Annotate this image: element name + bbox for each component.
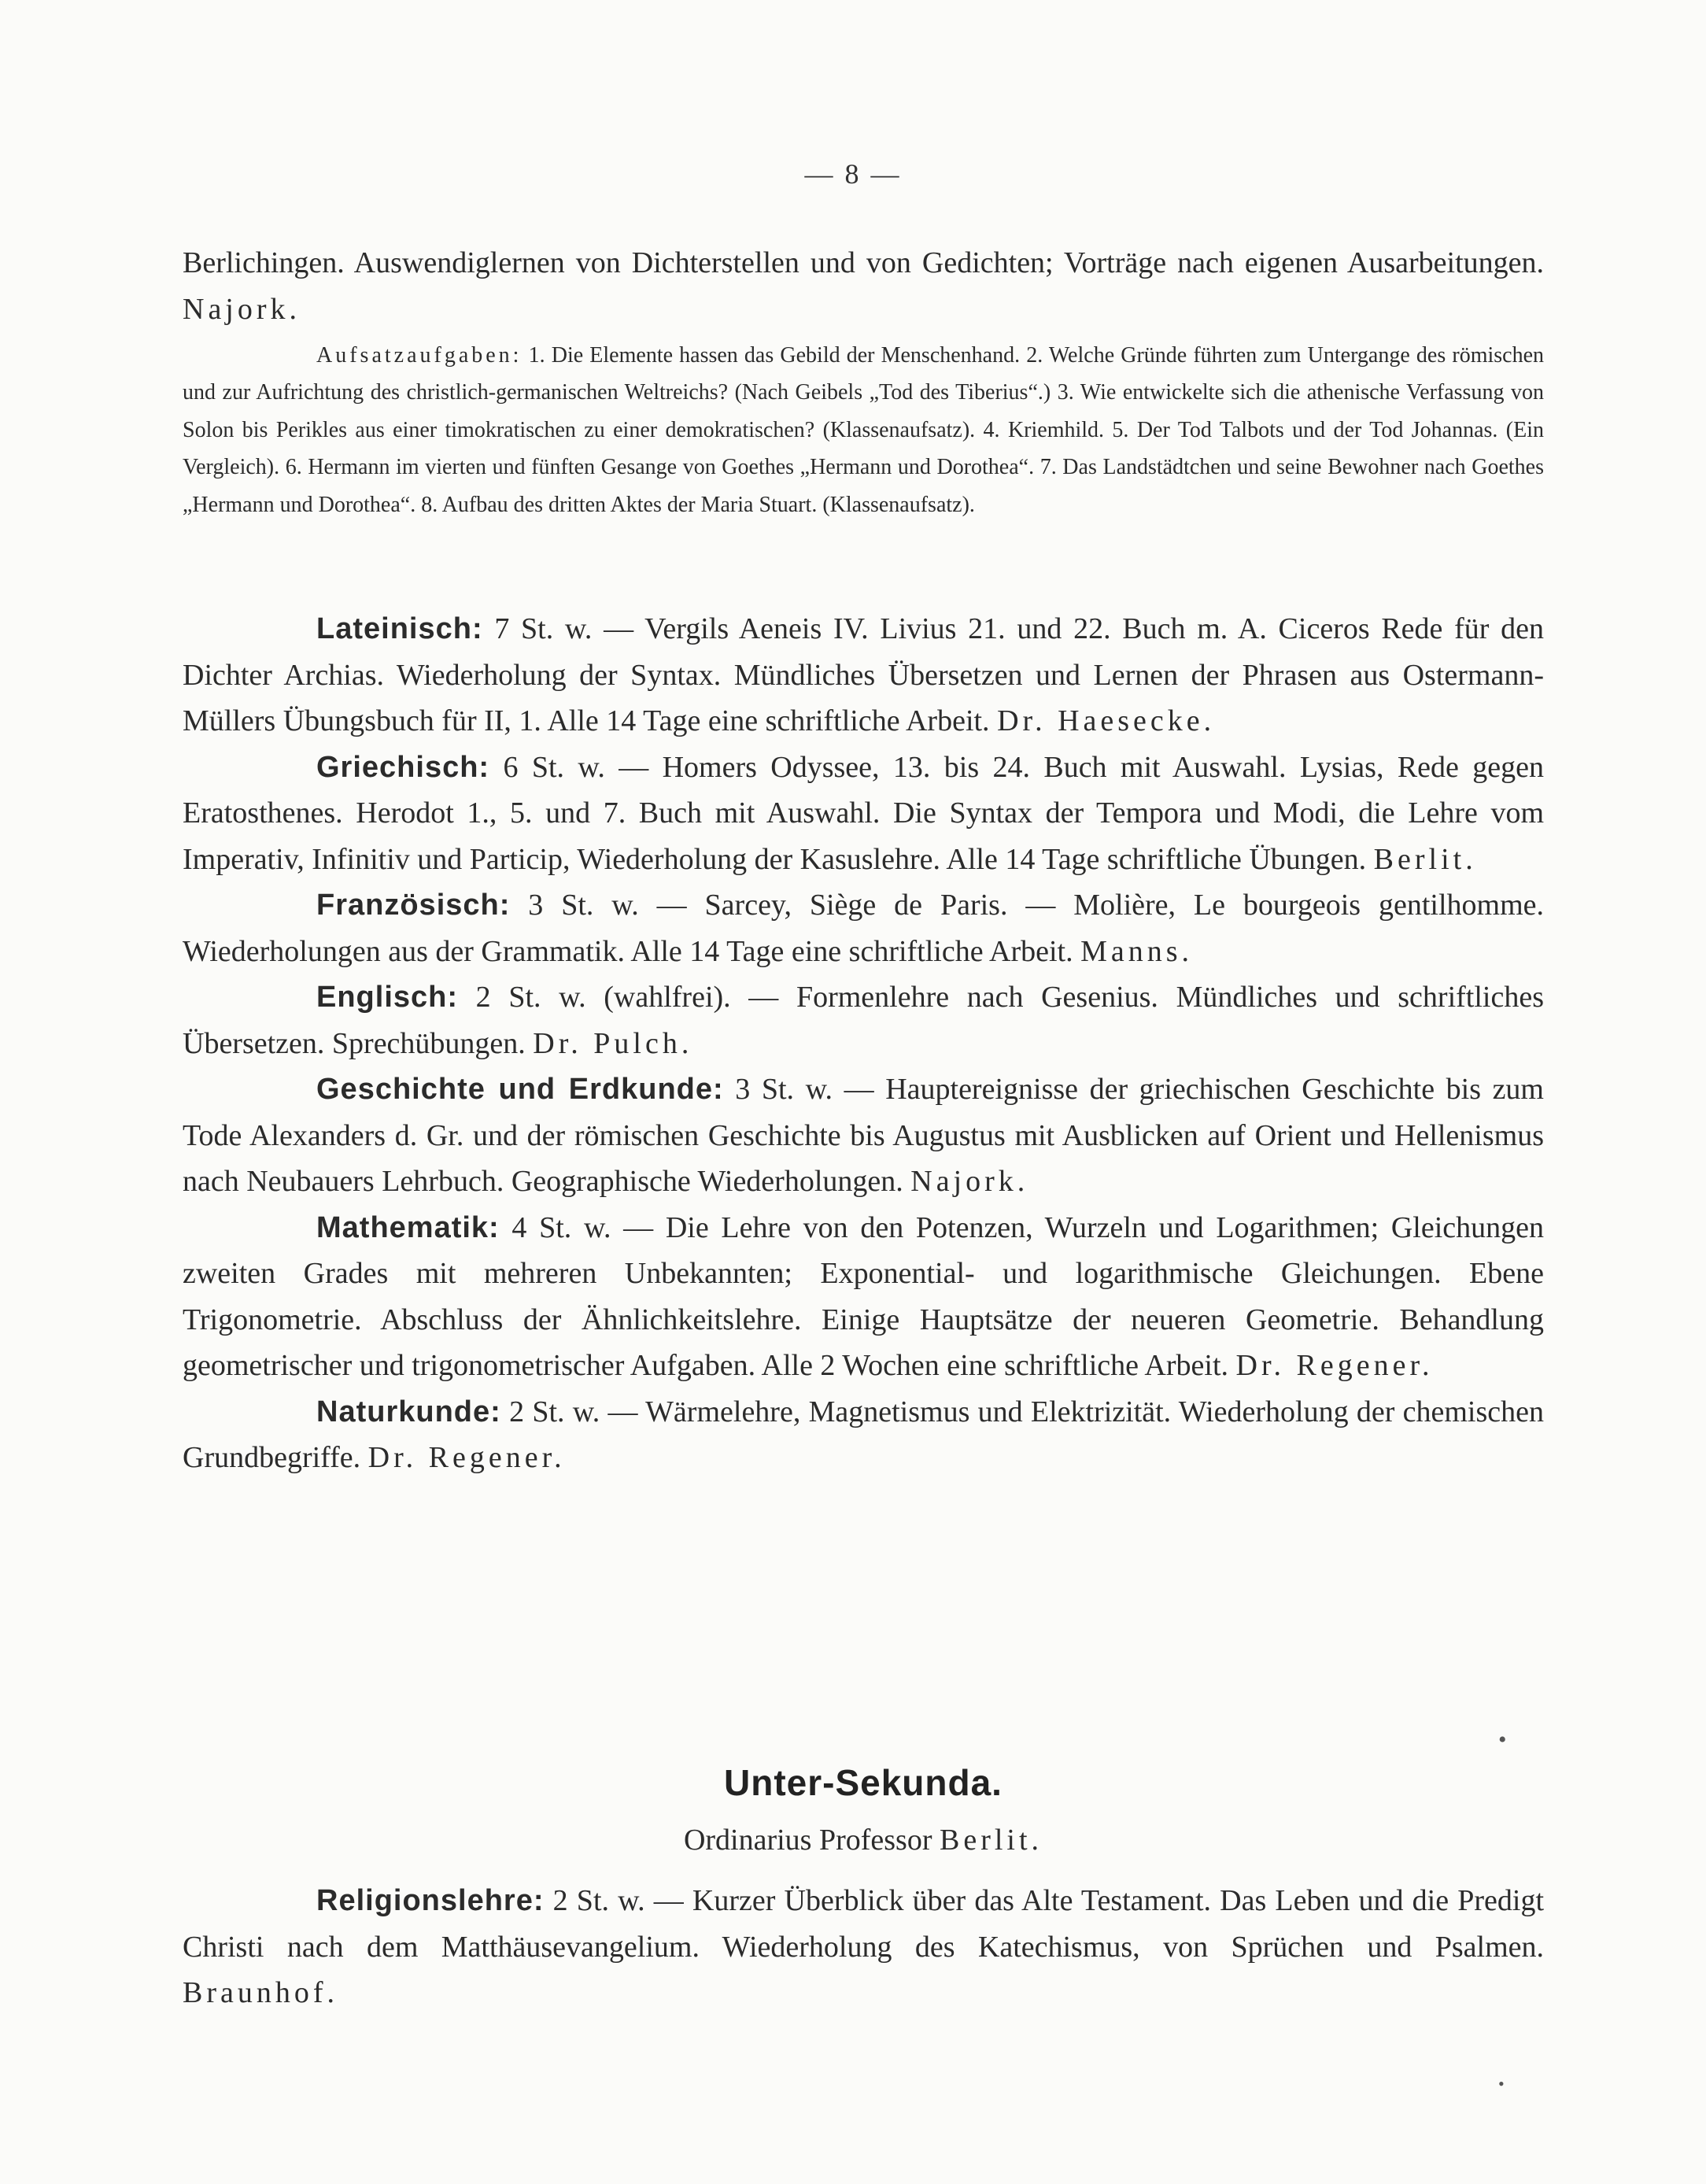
page-number: — 8 — [804, 158, 902, 190]
ordinarius-name: Berlit. [940, 1824, 1043, 1857]
ordinarius-label: Ordinarius Professor [683, 1824, 932, 1857]
essay-topics-text: 1. Die Elemente hassen das Gebild der Menschenhand. 2. Welche Gründe führten zum Untergange des römischen und zur Aufrichtung des christlich-germanischen Weltreichs? (Nach Geibels „Tod des Tiberius“.) 3. Wie entwickelte sich die athenische Verfassung von Solon bis Perikles aus einer timokratischen zu einer demokratischen? (Klassenaufsatz). 4. Kriemhild. 5. Der Tod Talbots und der Tod Johannas. (Ein Vergleich). 6. Hermann im vierten und fünften Gesange von Goethes „Hermann und Dorothea“. 7. Das Landstädtchen und seine Bewohner nach Goethes „Hermann und Dorothea“. 8. Aufbau des dritten Aktes der Maria Stuart. (Klassenaufsatz). [183, 343, 1544, 517]
essay-topics-paragraph [183, 337, 1544, 523]
ordinarius-line [183, 1823, 1544, 1857]
subject-teacher: Dr. Pulch. [533, 1026, 693, 1060]
subject-text: 7 St. w. — Vergils Aeneis IV. Livius 21. und 22. Buch m. A. Ciceros Rede für den Dichter Archias. Wiederholung der Syntax. Mündliches Übersetzen und Lernen der Phrasen aus Ostermann-Müllers Übungsbuch für II, 1. Alle 14 Tage eine schriftliche Arbeit. [183, 612, 1545, 737]
subject-paragraph-history [183, 1066, 1544, 1205]
intro-paragraph [183, 240, 1544, 332]
subject-teacher: Dr. Regener. [367, 1441, 566, 1474]
subject-paragraph-french [183, 882, 1544, 974]
essay-topics-label: Aufsatzaufgaben: [316, 343, 523, 368]
print-speck: • [1498, 1727, 1507, 1753]
intro-text: Berlichingen. Auswendiglernen von Dichterstellen und von Gedichten; Vorträge nach eigenen Ausarbeitungen. [183, 246, 1544, 279]
subject-teacher: Najork. [910, 1165, 1029, 1198]
subject-teacher: Dr. Regener. [1235, 1349, 1434, 1382]
subject-name: Naturkunde: [316, 1395, 501, 1428]
subject-teacher: Berlit. [1373, 842, 1477, 876]
subject-paragraph-math [183, 1205, 1544, 1389]
subject-list [183, 606, 1544, 1481]
subject-name: Lateinisch: [316, 612, 483, 645]
subject-teacher: Manns. [1080, 934, 1194, 968]
subject-text: 2 St. w. — Kurzer Überblick über das Alte Testament. Das Leben und die Predigt Christi nach dem Matthäusevangelium. Wiederholung des Katechismus, von Sprüchen und Psalmen. [183, 1884, 1545, 1964]
subject-paragraph-science [183, 1389, 1544, 1481]
intro-teacher: Najork. [183, 292, 301, 326]
subject-paragraph-greek [183, 745, 1544, 883]
subject-paragraph-religion [183, 1878, 1544, 2016]
subject-name: Mathematik: [316, 1210, 500, 1244]
subject-name: Geschichte und Erdkunde: [316, 1073, 724, 1106]
subject-text: 2 St. w. — Wärmelehre, Magnetismus und Elektrizität. Wiederholung der chemischen Grundbegriffe. [183, 1395, 1544, 1474]
subject-teacher: Dr. Haesecke. [997, 704, 1216, 737]
subject-text: 3 St. w. — Sarcey, Siège de Paris. — Molière, Le bourgeois gentilhomme. Wiederholungen aus der Grammatik. Alle 14 Tage eine schriftliche Arbeit. [183, 889, 1544, 968]
section-heading: Unter-Sekunda. [724, 1762, 1003, 1803]
subject-name: Religionslehre: [316, 1884, 545, 1917]
subject-text: 3 St. w. — Hauptereignisse der griechischen Geschichte bis zum Tode Alexanders d. Gr. und der römischen Geschichte bis Augustus mit Ausblicken auf Orient und Hellenismus nach Neubauers Lehrbuch. Geographische Wiederholungen. [183, 1073, 1544, 1198]
print-speck: • [1498, 2074, 1505, 2093]
subject-paragraph-latin [183, 606, 1544, 745]
subject-text: 6 St. w. — Homers Odyssee, 13. bis 24. Buch mit Auswahl. Lysias, Rede gegen Eratosthenes. Herodot 1., 5. und 7. Buch mit Auswahl. Die Syntax der Tempora und Modi, die Lehre vom Imperativ, Infinitiv und Particip, Wiederholung der Kasuslehre. Alle 14 Tage schriftliche Übungen. [183, 750, 1544, 876]
subject-name: Englisch: [316, 981, 459, 1014]
subject-name: Französisch: [316, 889, 511, 922]
subject-text: 4 St. w. — Die Lehre von den Potenzen, Wurzeln und Logarithmen; Gleichungen zweiten Grades mit mehreren Unbekannten; Exponential- und logarithmische Gleichungen. Ebene Trigonometrie. Abschluss der Ähnlichkeitslehre. Einige Hauptsätze der neueren Geometrie. Behandlung geometrischer und trigonometrischer Aufgaben. Alle 2 Wochen eine schriftliche Arbeit. [183, 1210, 1545, 1382]
subject-name: Griechisch: [316, 750, 490, 784]
subject-text: 2 St. w. (wahlfrei). — Formenlehre nach Gesenius. Mündliches und schriftliches Übersetzen. Sprechübungen. [183, 981, 1544, 1060]
subject-teacher: Braunhof. [183, 1976, 339, 2009]
subject-paragraph-english [183, 974, 1544, 1066]
